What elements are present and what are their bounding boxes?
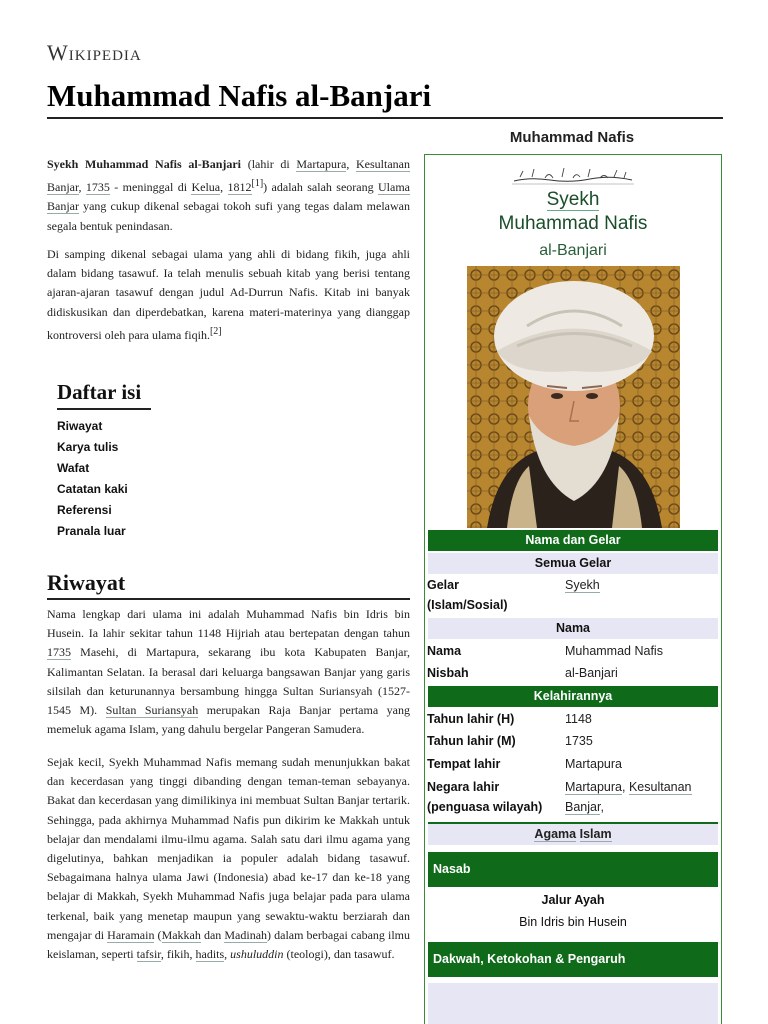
toc-item-pranala-luar[interactable]: Pranala luar bbox=[57, 524, 126, 538]
infobox-section-dakwah: Dakwah, Ketokohan & Pengaruh bbox=[428, 942, 718, 977]
link-ulama-banjar[interactable]: Ulama Banjar bbox=[47, 180, 411, 214]
link-kelua[interactable]: Kelua bbox=[191, 180, 221, 195]
calligraphy-image bbox=[510, 165, 636, 187]
label-negara-lahir-sub: (penguasa wilayah) bbox=[427, 800, 543, 814]
label-negara-lahir: Negara lahir bbox=[427, 780, 500, 794]
link-makkah[interactable]: Makkah bbox=[161, 927, 201, 942]
wikipedia-wordmark[interactable]: Wikipedia bbox=[47, 40, 142, 65]
lead-paragraph-2: Di samping dikenal sebagai ulama yang ahli di bidang fikih, juga ahli dalam bidang tasawuf. Ia telah menulis sebuah kitab yang berisi tentang ajaran-ajaran tasawuf dengan judul Ad-Durrun Nafis. Kitab ini banyak didiskusikan dan diperdebatkan, karena materi-materinya yang dianggap kontroversi oleh para ulama fiqih.[2] bbox=[47, 247, 410, 342]
link-kesultanan-banjar[interactable]: Kesultanan Banjar bbox=[47, 157, 410, 195]
riwayat-paragraph-2: Sejak kecil, Syekh Muhammad Nafis memang sudah menunjukkan bakat dan kecerdasan yang tinggi dibanding dengan teman-teman sebayanya. Bakat dan kecerdasan yang dimilikinya ini membuat Sultan Banjar tertarik. Sehingga, pada akhirnya Muhammad Nafis pun dikirim ke Makkah untuk belajar dan mendalami ilmu-ilmu agama. Salah satu dari ilmu agama yang digelutinya, bahkan menjadikan ia populer adalah bidang tasawuf. Sebagaimana halnya ulama Jawi (Indonesia) abad ke-17 dan ke-18 yang belajar di Makkah, Syekh Muhammad Nafis juga belajar pada para ulama terkenal, baik yang menetap maupun yang sewaktu-waktu berziarah dan mengajar di Haramain (Makkah dan Madinah) dalam berbagai cabang ilmu keislaman, seperti tafsir, fikih, hadits, ushuluddin (teologi), dan tasawuf. bbox=[47, 755, 410, 962]
label-gelar: Gelar bbox=[427, 578, 459, 592]
toc-item-catatan-kaki[interactable]: Catatan kaki bbox=[57, 482, 128, 496]
link-kesultanan[interactable]: Kesultanan bbox=[628, 780, 692, 794]
section-heading-riwayat: Riwayat bbox=[47, 570, 126, 595]
ref-1[interactable]: [1] bbox=[251, 178, 264, 190]
infobox-caption: Muhammad Nafis bbox=[509, 129, 635, 146]
infobox-section-semua-gelar: Semua Gelar bbox=[428, 553, 718, 574]
section-divider bbox=[47, 598, 410, 600]
lead-paragraph-1: Syekh Muhammad Nafis al-Banjari (lahir di Martapura, Kesultanan Banjar, 1735 - meninggal di Kelua, 1812[1]) adalah salah seorang Ulama Banjar yang cukup dikenal sebagai tokoh sufi yang tegas dalam melawan segala bentuk penindasan. bbox=[47, 157, 411, 233]
riwayat-paragraph-1: Nama lengkap dari ulama ini adalah Muhammad Nafis bin Idris bin Husein. Ia lahir sekitar tahun 1148 Hijriah atau bertepatan dengan tahun 1735 Masehi, di Martapura, sekarang ibu kota Kabupaten Banjar, Kalimantan Selatan. Ia berasal dari keluarga bangsawan Banjar yang garis silsilah dan keturunannya bersambung hingga Sultan Suriansyah (1527-1545 M). Sultan Suriansyah merupakan Raja Banjar pertama yang memeluk agama Islam, yang dahulu bergelar Pangeran Samudera. bbox=[47, 607, 410, 737]
infobox bbox=[424, 154, 722, 1024]
portrait-image[interactable] bbox=[467, 266, 680, 528]
value-tahun-h: 1148 bbox=[565, 712, 592, 726]
toc-item-riwayat[interactable]: Riwayat bbox=[57, 419, 103, 433]
link-hadits[interactable]: hadits bbox=[195, 947, 225, 962]
toc-item-referensi[interactable]: Referensi bbox=[57, 503, 112, 517]
link-banjar[interactable]: Banjar bbox=[565, 800, 601, 814]
toc-item-karya-tulis[interactable]: Karya tulis bbox=[57, 440, 119, 454]
infobox-section-agama bbox=[428, 822, 718, 845]
link-martapura[interactable]: Martapura bbox=[565, 780, 622, 794]
islam-link[interactable]: Islam bbox=[579, 827, 612, 841]
link-sultan-suriansyah[interactable]: Sultan Suriansyah bbox=[105, 703, 199, 718]
link-martapura-lead[interactable]: Martapura bbox=[296, 157, 347, 171]
value-gelar[interactable]: Syekh bbox=[565, 578, 600, 592]
link-haramain[interactable]: Haramain bbox=[107, 927, 155, 942]
value-tahun-m: 1735 bbox=[565, 734, 593, 748]
value-negara-lahir: Martapura, Kesultanan Banjar, bbox=[565, 780, 692, 814]
link-1812[interactable]: 1812 bbox=[227, 180, 252, 195]
title-divider bbox=[47, 117, 723, 119]
infobox-next-section bbox=[428, 983, 718, 1024]
page-title: Muhammad Nafis al-Banjari bbox=[47, 78, 432, 113]
infobox-section-kelahiran: Kelahirannya bbox=[428, 686, 718, 707]
value-nisbah: al-Banjari bbox=[565, 666, 618, 680]
label-nisbah: Nisbah bbox=[427, 666, 469, 680]
infobox-section-nama: Nama bbox=[428, 618, 718, 639]
label-gelar-sub: (Islam/Sosial) bbox=[427, 598, 508, 612]
infobox-section-nama-gelar: Nama dan Gelar bbox=[428, 530, 718, 551]
infobox-name-line1[interactable]: Syekh bbox=[546, 189, 600, 210]
label-jalur-ayah: Jalur Ayah bbox=[541, 893, 605, 907]
label-tahun-m: Tahun lahir (M) bbox=[427, 734, 516, 748]
ref-2[interactable]: [2] bbox=[209, 325, 222, 337]
link-1735-riwayat[interactable]: 1735 bbox=[47, 645, 71, 660]
link-tafsir[interactable]: tafsir bbox=[136, 947, 161, 962]
infobox-section-nasab: Nasab bbox=[428, 852, 718, 887]
label-tahun-h: Tahun lahir (H) bbox=[427, 712, 515, 726]
table-of-contents bbox=[57, 380, 151, 542]
value-nama: Muhammad Nafis bbox=[565, 644, 663, 658]
label-nama: Nama bbox=[427, 644, 462, 658]
label-tempat-lahir: Tempat lahir bbox=[427, 757, 501, 771]
value-tempat-lahir: Martapura bbox=[565, 757, 622, 771]
link-1735[interactable]: 1735 bbox=[85, 180, 110, 195]
agama-label[interactable]: Agama bbox=[534, 827, 577, 841]
toc-item-wafat[interactable]: Wafat bbox=[57, 461, 90, 475]
infobox-name-line2: Muhammad Nafis bbox=[498, 213, 648, 234]
value-jalur-ayah: Bin Idris bin Husein bbox=[519, 915, 627, 929]
link-madinah[interactable]: Madinah bbox=[224, 927, 268, 942]
infobox-name-line3: al-Banjari bbox=[539, 242, 607, 259]
toc-title: Daftar isi bbox=[57, 380, 151, 410]
